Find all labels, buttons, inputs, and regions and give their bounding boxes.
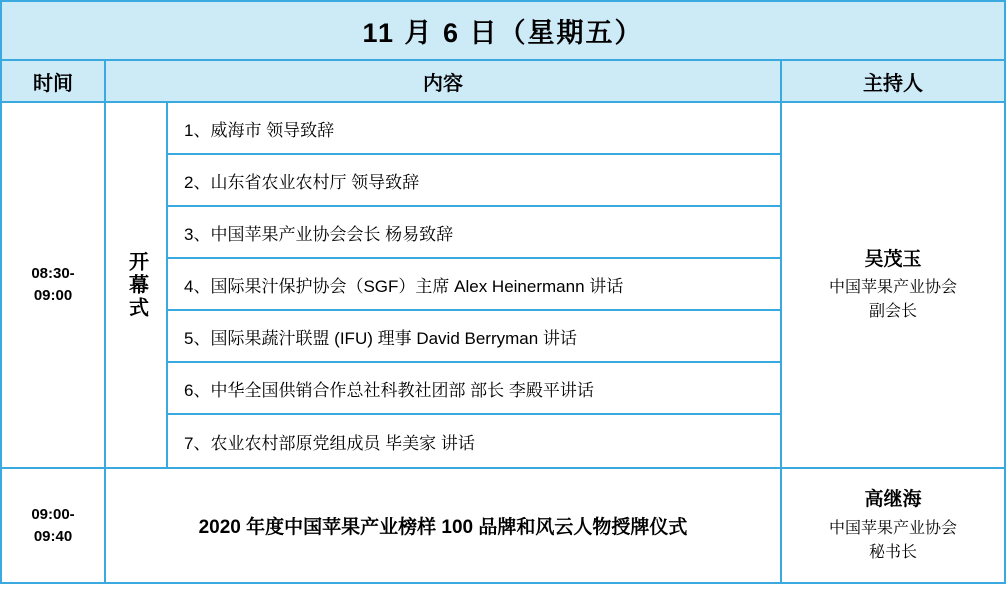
table-title-row xyxy=(1,1,1005,60)
host-organization: 中国苹果产业协会 xyxy=(828,519,957,537)
row-content-opening xyxy=(105,102,781,468)
time-line-1: 08:30- xyxy=(31,265,75,283)
table-header-row xyxy=(1,60,1005,102)
section-label-text: 开幕式 xyxy=(125,250,148,320)
time-line-2: 09:40 xyxy=(33,527,73,545)
list-item: 5、国际果蔬汁联盟 (IFU) 理事 David Berryman 讲话 xyxy=(168,311,780,363)
list-item: 3、中国苹果产业协会会长 杨易致辞 xyxy=(168,207,780,259)
host-organization: 中国苹果产业协会 xyxy=(828,279,957,297)
row-host-opening xyxy=(781,102,1005,468)
list-item: 2、山东省农业农村厅 领导致辞 xyxy=(168,155,780,207)
document-title: 11 月 6 日（星期五） xyxy=(1,1,1005,60)
header-time: 时间 xyxy=(1,60,105,102)
host-name: 吴茂玉 xyxy=(864,248,922,270)
table-row xyxy=(1,102,1005,468)
host-title: 秘书长 xyxy=(868,543,917,561)
section-label-opening-ceremony xyxy=(106,103,168,467)
row-content-award: 2020 年度中国苹果产业榜样 100 品牌和风云人物授牌仪式 xyxy=(105,468,781,583)
host-name: 高继海 xyxy=(864,489,922,511)
list-item: 6、中华全国供销合作总社科教社团部 部长 李殿平讲话 xyxy=(168,363,780,415)
header-host: 主持人 xyxy=(781,60,1005,102)
row-time-award xyxy=(1,468,105,583)
table-row xyxy=(1,468,1005,583)
list-item: 7、农业农村部原党组成员 毕美家 讲话 xyxy=(184,433,475,453)
header-content: 内容 xyxy=(105,60,781,102)
time-line-2: 09:00 xyxy=(33,287,73,304)
row-host-award xyxy=(781,468,1005,583)
agenda-item-list xyxy=(168,103,780,467)
list-item: 1、威海市 领导致辞 xyxy=(168,103,780,155)
host-title: 副会长 xyxy=(868,303,917,321)
list-item: 4、国际果汁保护协会（SGF）主席 Alex Heinermann 讲话 xyxy=(168,259,780,311)
time-line-1: 09:00- xyxy=(31,505,75,523)
row-time-opening xyxy=(1,102,105,468)
